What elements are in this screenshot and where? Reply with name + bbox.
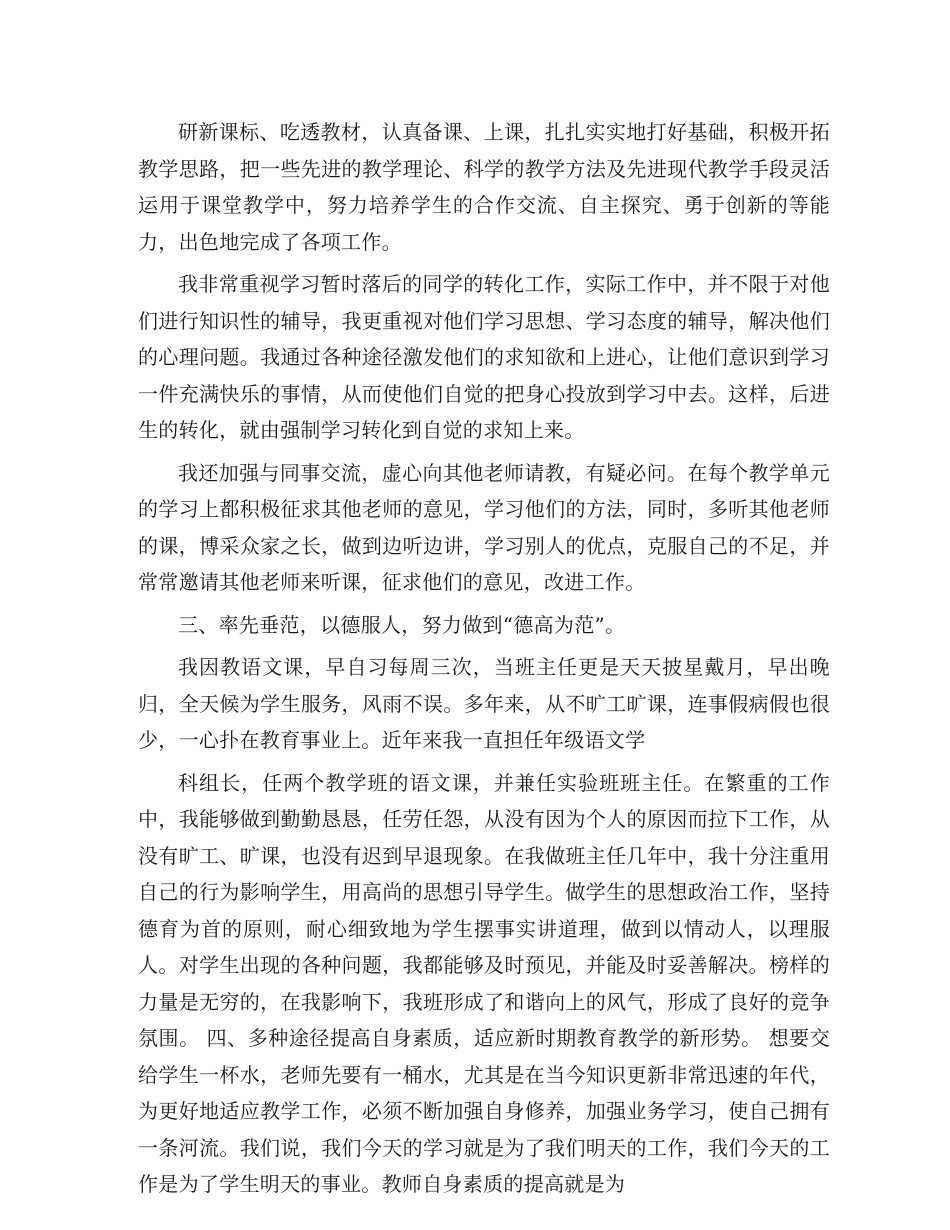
paragraph-colleague-exchange: 我还加强与同事交流，虚心向其他老师请教，有疑必问。在每个教学单元的学习上都积极征求其他老师的意见，学习他们的方法，同时，多听其他老师的课，博采众家之长，做到边听边讲，学习别人的优点，克服自己的不足，并常常邀请其他老师来听课，征求他们的意见，改进工作。 (138, 460, 830, 594)
paragraph-teaching-methods: 研新课标、吃透教材，认真备课、上课，扎扎实实地打好基础，积极开拓教学思路，把一些先进的教学理论、科学的教学方法及先进现代教学手段灵活运用于课堂教学中，努力培养学生的合作交流、自主探究、勇于创新的等能力，出色地完成了各项工作。 (138, 120, 830, 254)
section-heading-three: 三、率先垂范，以德服人，努力做到“德高为范”。 (178, 612, 626, 637)
paragraph-group-leader: 科组长，任两个教学班的语文课，并兼任实验班班主任。在繁重的工作中，我能够做到勤勤恳恳，任劳任怨，从没有因为个人的原因而拉下工作，从没有旷工、旷课，也没有迟到早退现象。在我做班主任几年中，我十分注重用自己的行为影响学生，用高尚的思想引导学生。做学生的思想政治工作，坚持德育为首的原则，耐心细致地为学生摆事实讲道理，做到以情动人，以理服人。对学生出现的各种问题，我都能够及时预见，并能及时妥善解决。榜样的力量是无穷的，在我影响下，我班形成了和谐向上的风气，形成了良好的竞争氛围。 四、多种途径提高自身素质，适应新时期教育教学的新形势。 想要交给学生一杯水，老师先要有一桶水，尤其是在当今知识更新非常迅速的年代，为更好地适应教学工作，必须不断加强自身修养，加强业务学习，使自己拥有一条河流。我们说，我们今天的学习就是为了我们明天的工作，我们今天的工作是为了学生明天的事业。教师自身素质的提高就是为 (138, 770, 830, 1196)
paragraph-struggling-students: 我非常重视学习暂时落后的同学的转化工作，实际工作中，并不限于对他们进行知识性的辅导，我更重视对他们学习思想、学习态度的辅导，解决他们的心理问题。我通过各种途径激发他们的求知欲和上进心，让他们意识到学习一件充满快乐的事情，从而使他们自觉的把身心投放到学习中去。这样，后进生的转化，就由强制学习转化到自觉的求知上来。 (138, 272, 830, 442)
paragraph-dedication: 我因教语文课，早自习每周三次，当班主任更是天天披星戴月，早出晚归，全天候为学生服务，风雨不误。多年来，从不旷工旷课，连事假病假也很少，一心扑在教育事业上。近年来我一直担任年级语文学 (138, 655, 830, 752)
